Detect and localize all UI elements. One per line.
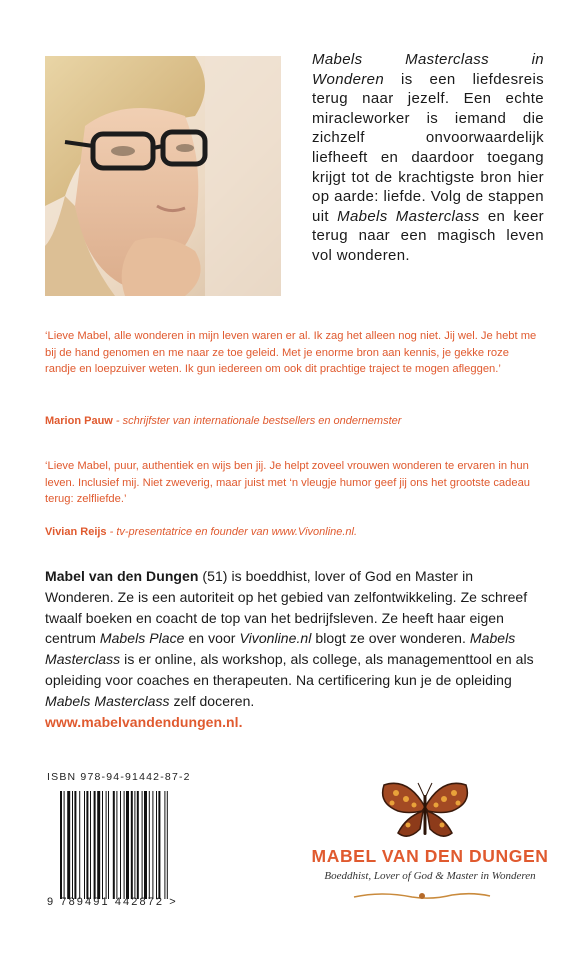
- intro-title: Mabels Masterclass in Wonderen: [312, 51, 544, 88]
- testimonial-quote-1: ‘Lieve Mabel, alle wonderen in mijn leven waren er al. Ik zag het alleen nog niet. Jij wel. Je hebt me bij de hand genomen en me naar ze toe geleid. Met je enorme bron aan kennis, je gekke roze randje en loepzuiver weten. Ik gun iedereen om ook dit prachtige traject te mogen afleggen.’: [45, 330, 537, 375]
- intro-text-2: en keer terug naar een magisch leven vol wonderen.: [312, 207, 544, 264]
- testimonial-quote-2: ‘Lieve Mabel, puur, authentiek en wijs ben jij. Je helpt zoveel vrouwen wonderen te ervaren in hun leven. Inclusief mij. Niet zweverig, maar juist met ‘n vleugje humor geef jij ons het grootste cadeau terug: zelfliefde.’: [45, 460, 531, 505]
- bio-text-1: (51) is boeddhist, lover of God en Master in Wonderen. Ze is een autoriteit op het gebied van zelfontwikkeling. Ze schreef twaalf boeken en coacht de top van het bedrijfsleven. Ze heeft haar eigen centrum: [45, 568, 528, 647]
- author-photo: [45, 56, 281, 296]
- bio-text-4: is er online, als workshop, als college, als managementtool en als opleiding voor coaches en therapeuten. Na certificering kun je de opleiding: [45, 651, 534, 688]
- bio-text-5: zelf doceren.: [169, 692, 255, 709]
- bio-masterclass-2: Mabels Masterclass: [45, 692, 170, 709]
- bio-place: Mabels Place: [99, 630, 185, 647]
- bio-text-2: en voor: [184, 630, 240, 647]
- website-link[interactable]: www.mabelvandendungen.nl.: [45, 713, 243, 730]
- author-bio: [45, 566, 545, 732]
- bio-name: Mabel van den Dungen: [45, 568, 199, 584]
- butterfly-logo-icon: [378, 777, 472, 843]
- testimonial-attribution-1: [45, 415, 401, 427]
- bio-masterclass: Mabels Masterclass: [45, 630, 516, 668]
- isbn-label: ISBN 978-94-91442-87-2: [47, 771, 191, 783]
- testimonial-author-2: Vivian Reijs: [45, 526, 107, 538]
- testimonial-author-1: Marion Pauw: [45, 415, 113, 427]
- intro-paragraph: [312, 50, 544, 266]
- brand-name: MABEL VAN DEN DUNGEN: [311, 846, 549, 866]
- testimonial-attribution-2: [45, 526, 357, 538]
- brand-block: [310, 846, 550, 882]
- barcode: [60, 791, 202, 899]
- testimonial-role-1: - schrijfster van internationale bestsellers en ondernemster: [112, 415, 402, 427]
- testimonial-role-2: - tv-presentatrice en founder van www.Vivonline.nl.: [106, 526, 358, 538]
- brand-tagline: Boeddhist, Lover of God & Master in Wonderen: [324, 870, 536, 882]
- bio-site: Vivonline.nl: [239, 630, 312, 647]
- intro-text-1: is een liefdesreis terug naar jezelf. Een echte miracleworker is iemand die zichzelf onvoorwaardelijk liefheeft en daardoor toegang krijgt tot de krachtigste bron hier op aarde: liefde. Volg de stappen uit: [312, 70, 544, 225]
- bio-text-3: blogt ze over wonderen.: [311, 630, 470, 647]
- barcode-digits: 9 789491 442872 >: [47, 896, 178, 908]
- decorative-swirl-icon: [352, 888, 492, 902]
- intro-italic-2: Mabels Masterclass: [337, 207, 480, 225]
